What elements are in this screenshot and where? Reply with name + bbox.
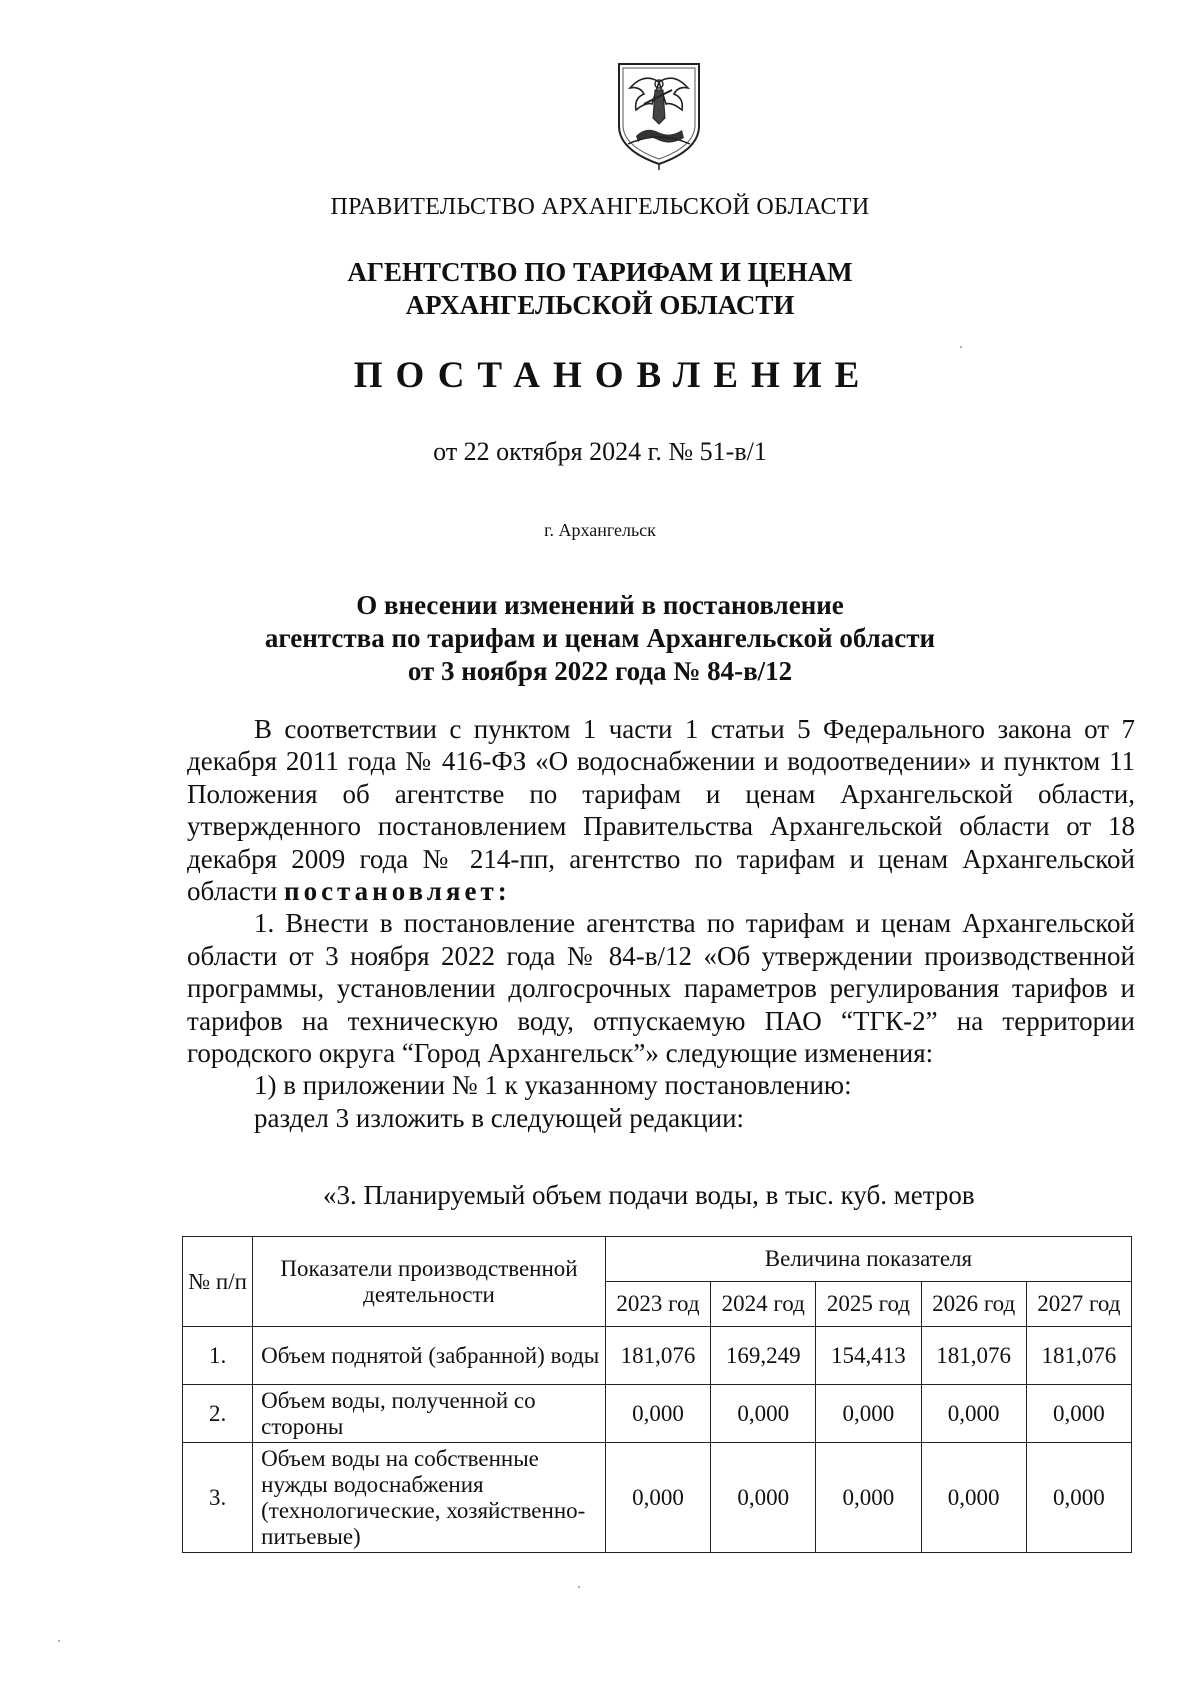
agency-name-line2: АРХАНГЕЛЬСКОЙ ОБЛАСТИ <box>405 290 795 320</box>
scan-speck <box>578 1586 580 1588</box>
row-value: 0,000 <box>1026 1443 1131 1553</box>
year-header: 2027 год <box>1026 1282 1131 1327</box>
row-value: 0,000 <box>816 1443 921 1553</box>
scan-speck <box>58 1640 60 1642</box>
table-row <box>183 1443 1132 1553</box>
resolves-word: постановляет: <box>284 876 511 907</box>
document-city: г. Архангельск <box>544 520 656 540</box>
row-value: 181,076 <box>921 1327 1026 1385</box>
row-value: 154,413 <box>816 1327 921 1385</box>
table-header-row <box>183 1237 1132 1282</box>
row-value: 181,076 <box>1026 1327 1131 1385</box>
row-value: 0,000 <box>711 1385 816 1443</box>
section-3-instruction: раздел 3 изложить в следующей редакции: <box>254 1102 745 1133</box>
preamble-text: В соответствии с пунктом 1 части 1 статьи 5 Федерального закона от 7 декабря 2011 года № 416-ФЗ «О водоснабжении и водоотведении» и пунктом 11 Положения об агентстве по тарифам и ценам Архангельской области, утвержденного постановлением Правительства Архангельской области от 18 декабря 2009 года № 214-пп, агентство по тарифам и ценам Архангельской области <box>187 714 1135 907</box>
row-value: 181,076 <box>605 1327 710 1385</box>
row-number: 2. <box>183 1385 253 1443</box>
row-value: 0,000 <box>711 1443 816 1553</box>
row-value: 0,000 <box>921 1443 1026 1553</box>
preamble-paragraph <box>187 713 1135 907</box>
year-header: 2023 год <box>605 1282 710 1327</box>
agency-name <box>0 256 1200 322</box>
col-no-header: № п/п <box>183 1237 253 1327</box>
government-name: ПРАВИТЕЛЬСТВО АРХАНГЕЛЬСКОЙ ОБЛАСТИ <box>330 194 870 220</box>
row-indicator: Объем поднятой (забранной) воды <box>253 1327 606 1385</box>
scan-speck <box>960 346 962 348</box>
document-body <box>187 713 1135 1134</box>
agency-name-line1: АГЕНТСТВО ПО ТАРИФАМ И ЦЕНАМ <box>347 257 853 287</box>
col-value-group-header: Величина показателя <box>605 1237 1131 1282</box>
water-volume-table <box>182 1236 1132 1553</box>
document-subject <box>0 589 1200 688</box>
year-header: 2024 год <box>711 1282 816 1327</box>
row-value: 169,249 <box>711 1327 816 1385</box>
row-value: 0,000 <box>1026 1385 1131 1443</box>
document-date-number: от 22 октября 2024 г. № 51-в/1 <box>433 437 767 466</box>
row-number: 3. <box>183 1443 253 1553</box>
row-number: 1. <box>183 1327 253 1385</box>
subject-line2: агентства по тарифам и ценам Архангельской области <box>264 623 936 653</box>
row-value: 0,000 <box>605 1443 710 1553</box>
row-value: 0,000 <box>921 1385 1026 1443</box>
table-row <box>183 1327 1132 1385</box>
year-header: 2025 год <box>816 1282 921 1327</box>
subject-line3: от 3 ноября 2022 года № 84-в/12 <box>407 656 793 686</box>
year-header: 2026 год <box>921 1282 1026 1327</box>
document-type-title: ПОСТАНОВЛЕНИЕ <box>353 355 873 396</box>
row-value: 0,000 <box>816 1385 921 1443</box>
row-indicator: Объем воды на собственные нужды водоснабжения (технологические, хозяйственно-питьевые) <box>253 1443 606 1553</box>
row-value: 0,000 <box>605 1385 710 1443</box>
clause-1-paragraph: 1. Внести в постановление агентства по тарифам и ценам Архангельской области от 3 ноября 2022 года № 84-в/12 «Об утверждении производственной программы, установлении долгосрочных параметров регулирования тарифов и тарифов на техническую воду, отпускаемую ПАО “ТГК-2” на территории городского округа “Город Архангельск”» следующие изменения: <box>187 908 1135 1069</box>
subject-line1: О внесении изменений в постановление <box>356 590 844 620</box>
table-caption: «3. Планируемый объем подачи воды, в тыс. куб. метров <box>323 1180 975 1210</box>
coat-of-arms-emblem <box>614 60 704 170</box>
col-indicator-header: Показатели производственной деятельности <box>253 1237 606 1327</box>
subclause-1-paragraph: 1) в приложении № 1 к указанному постановлению: <box>254 1070 852 1101</box>
row-indicator: Объем воды, полученной со стороны <box>253 1385 606 1443</box>
table-row <box>183 1385 1132 1443</box>
